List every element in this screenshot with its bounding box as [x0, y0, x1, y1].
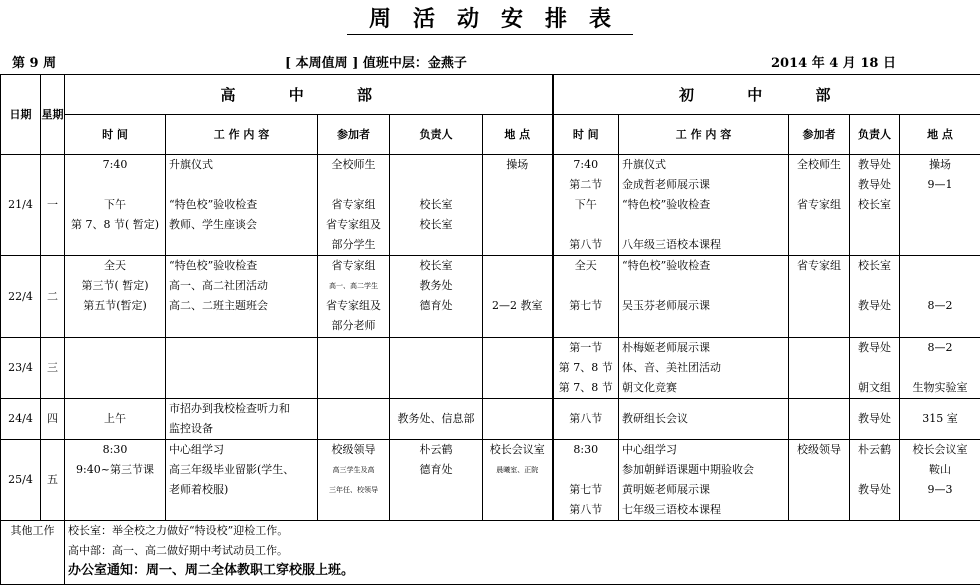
section-junior-school: 初 中 部 [553, 75, 980, 115]
row-date: 22/4 [1, 256, 41, 338]
cell-text: 朝文化竞赛 [622, 381, 677, 394]
cell-text: 教导处 [858, 483, 891, 496]
cell-text: 8—2 [927, 341, 953, 354]
table-row [1, 440, 980, 521]
cell-text: 市招办到我校检查听力和 [169, 402, 290, 415]
cell-text: 操场 [929, 158, 951, 171]
cell-text: “特色校”验收检查 [169, 259, 258, 272]
table-row [1, 399, 980, 440]
cell-text: 上午 [65, 399, 166, 440]
cell-text: 部分学生 [331, 238, 376, 251]
row-date: 21/4 [1, 155, 41, 256]
high-participants-header: 参加者 [318, 115, 390, 155]
cell-text: 省专家组 [797, 198, 841, 211]
cell-text: 晨曦室、正院 [496, 466, 539, 474]
cell-text: 金成哲老师展示课 [622, 178, 710, 191]
cell-text: 教导处 [858, 158, 891, 171]
cell-text: 部分老师 [331, 319, 376, 332]
cell-text: 朴云鹤 [858, 443, 891, 456]
cell-text: 德育处 [419, 299, 453, 312]
col-weekday-header: 星期 [41, 75, 65, 155]
cell-text: 第八节 [569, 503, 603, 516]
cell-text: 315 室 [900, 399, 980, 440]
cell-text: 教导处 [858, 341, 891, 354]
other-work-line: 高中部：高一、高二做好期中考试动员工作。 [68, 544, 288, 557]
row-date: 23/4 [1, 338, 41, 399]
other-work-line: 校长室：举全校之力做好“特设校”迎检工作。 [68, 524, 289, 537]
cell-text: 高三年级毕业留影(学生、 [169, 463, 295, 476]
table-row [1, 256, 980, 338]
cell-text: 省专家组 [331, 259, 376, 272]
cell-text: 校长会议室 [912, 443, 968, 456]
cell-text: 第 7、8 节 [558, 381, 613, 394]
cell-text: 教导处 [858, 178, 891, 191]
cell-text: 第二节 [569, 178, 603, 191]
cell-text: “特色校”验收检查 [622, 198, 711, 211]
cell-text: 2—2 教室 [492, 299, 543, 312]
cell-text: 全校师生 [797, 158, 841, 171]
cell-text: 校长室 [419, 198, 453, 211]
cell-text: 参加朝鲜语课题中期验收会 [622, 463, 754, 476]
cell-text: 第五节(暂定) [83, 299, 147, 312]
cell-text: 教研组长会议 [619, 399, 789, 440]
cell-text: “特色校”验收检查 [622, 259, 711, 272]
junior-participants-header: 参加者 [789, 115, 850, 155]
cell-text: 操场 [506, 158, 529, 171]
date-label: 2014 年 4 月 18 日 [771, 56, 896, 71]
cell-text: 朝文组 [858, 381, 891, 394]
cell-text: 黄明姬老师展示课 [622, 483, 710, 496]
cell-text: 8—2 [927, 299, 953, 312]
cell-text: 三年任、校领导 [329, 486, 378, 494]
cell-text: 第三节( 暂定) [81, 279, 149, 292]
cell-text: “特色校”验收检查 [169, 198, 258, 211]
junior-owner-header: 负责人 [850, 115, 900, 155]
office-notice: 办公室通知：周一、周二全体教职工穿校服上班。 [68, 563, 355, 578]
junior-place-header: 地 点 [900, 115, 980, 155]
cell-text: 老师着校服) [169, 483, 229, 496]
cell-text: 省专家组及 [326, 299, 381, 312]
cell-text: 校级领导 [797, 443, 841, 456]
cell-text: 体、音、美社团活动 [622, 361, 721, 374]
cell-text: 朴梅姬老师展示课 [622, 341, 710, 354]
other-work-label: 其他工作 [1, 521, 65, 585]
cell-text: 省专家组及 [326, 218, 381, 231]
cell-text [65, 175, 165, 195]
row-date: 24/4 [1, 399, 41, 440]
cell-text: 下午 [104, 198, 126, 211]
cell-text: 校长室 [419, 218, 453, 231]
cell-text: 教师、学生座谈会 [169, 218, 257, 231]
row-weekday: 三 [41, 338, 65, 399]
cell-text: 第一节 [569, 341, 603, 354]
cell-text: 校长室 [858, 259, 891, 272]
cell-text: 教务处、信息部 [390, 399, 483, 440]
cell-text: 德育处 [419, 463, 453, 476]
cell-text: 高三学生及高 [332, 466, 375, 474]
cell-text: 第七节 [569, 483, 603, 496]
duty-label: [ 本周值周 ] 值班中层：金燕子 [285, 56, 467, 71]
high-owner-header: 负责人 [390, 115, 483, 155]
cell-text: 下午 [574, 198, 597, 211]
cell-text: 监控设备 [169, 422, 213, 435]
cell-text: 7:40 [573, 158, 599, 171]
cell-text: 吴玉芬老师展示课 [622, 299, 710, 312]
cell-text: 高一、高二社团活动 [169, 279, 268, 292]
cell-text: 中心组学习 [622, 443, 677, 456]
cell-text: 鞍山 [929, 463, 951, 476]
cell-text: 省专家组 [797, 259, 841, 272]
row-weekday: 二 [41, 256, 65, 338]
cell-text: 第八节 [553, 399, 619, 440]
cell-text: 第 7、8 节 [558, 361, 613, 374]
cell-text: 第八节 [569, 238, 603, 251]
cell-text: 全天 [104, 259, 126, 272]
row-weekday: 四 [41, 399, 65, 440]
cell-text: 教务处 [419, 279, 453, 292]
col-date-header: 日期 [1, 75, 41, 155]
junior-time-header: 时 间 [553, 115, 619, 155]
junior-content-header: 工 作 内 容 [619, 115, 789, 155]
cell-text: 高二、二班主题班会 [169, 299, 268, 312]
cell-text: 9—3 [927, 483, 953, 496]
row-weekday: 一 [41, 155, 65, 256]
cell-text: 七年级三语校本课程 [622, 503, 721, 516]
other-work-row [1, 521, 980, 585]
cell-text: 生物实验室 [912, 381, 968, 394]
cell-text: 省专家组 [331, 198, 376, 211]
table-row [1, 155, 980, 256]
cell-text: 9:40~第三节课 [76, 463, 154, 476]
cell-text: 全天 [574, 259, 597, 272]
cell-text: 8:30 [102, 443, 128, 456]
cell-text: 教导处 [850, 399, 900, 440]
page-title: 周活动安排表 [0, 2, 980, 33]
row-date: 25/4 [1, 440, 41, 521]
cell-text: 全校师生 [331, 158, 376, 171]
cell-text: 升旗仪式 [622, 158, 666, 171]
cell-text: 校长室 [858, 198, 891, 211]
cell-text: 校长会议室 [489, 443, 545, 456]
high-time-header: 时 间 [65, 115, 166, 155]
cell-text: 9—1 [927, 178, 953, 191]
cell-text: 校长室 [419, 259, 453, 272]
cell-text: 中心组学习 [169, 443, 224, 456]
week-label: 第 9 周 [12, 56, 57, 71]
table-row [1, 338, 980, 399]
section-high-school: 高 中 部 [65, 75, 553, 115]
cell-text: 第 7、8 节( 暂定) [70, 218, 160, 231]
cell-text: 朴云鹤 [419, 443, 453, 456]
cell-text: 升旗仪式 [169, 158, 213, 171]
cell-text: 8:30 [573, 443, 599, 456]
cell-text: 校级领导 [331, 443, 376, 456]
high-place-header: 地 点 [483, 115, 553, 155]
high-content-header: 工 作 内 容 [166, 115, 318, 155]
cell-text: 高一、高二学生 [329, 282, 378, 290]
row-weekday: 五 [41, 440, 65, 521]
cell-text: 7:40 [102, 158, 128, 171]
cell-text: 教导处 [858, 299, 891, 312]
schedule-table [0, 74, 980, 585]
cell-text: 八年级三语校本课程 [622, 238, 721, 251]
cell-text: 第七节 [569, 299, 603, 312]
